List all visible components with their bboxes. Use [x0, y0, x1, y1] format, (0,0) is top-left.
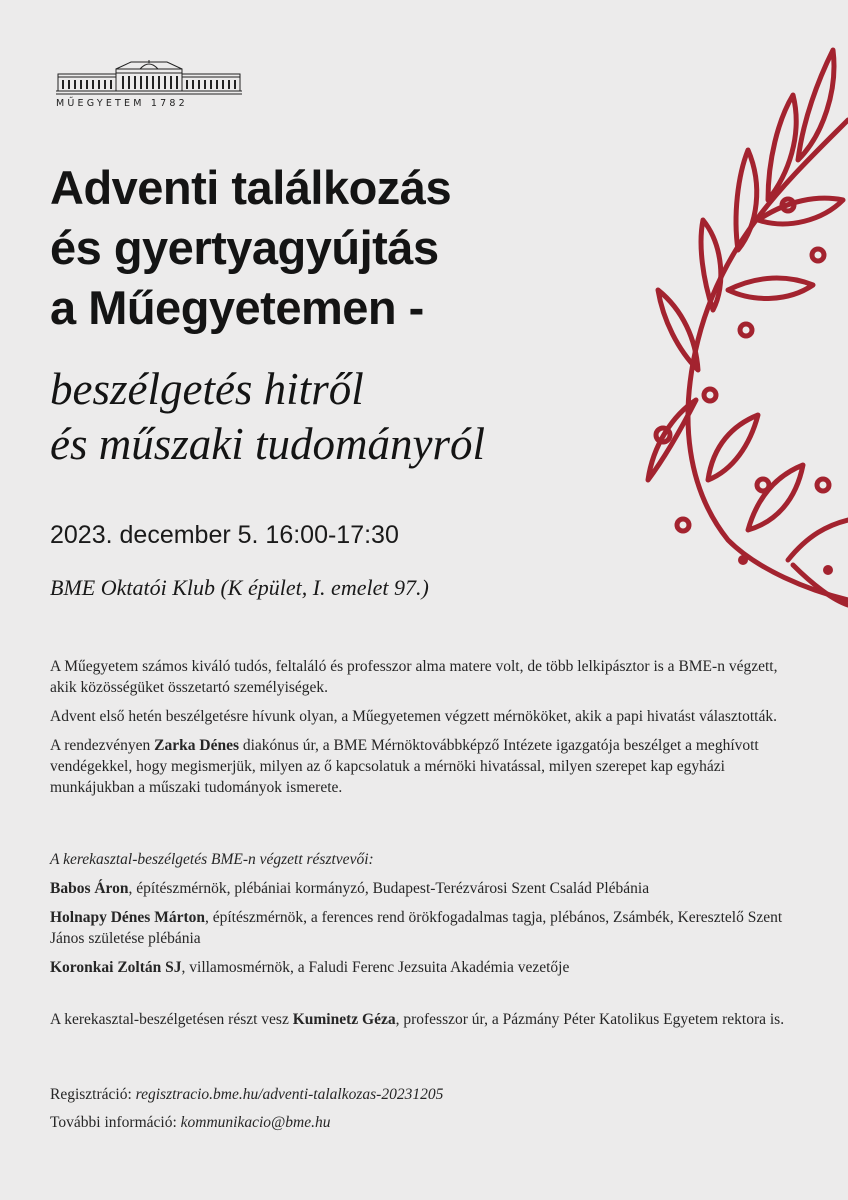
participant-name: Koronkai Zoltán SJ [50, 959, 182, 976]
title-line-2: és gyertyagyújtás [50, 221, 439, 274]
participant-name: Holnapy Dénes Márton [50, 909, 205, 926]
event-title [50, 158, 650, 338]
event-venue: BME Oktatói Klub (K épület, I. emelet 97.) [50, 575, 429, 600]
event-subtitle [50, 362, 670, 472]
info-email-link[interactable]: kommunikacio@bme.hu [180, 1114, 331, 1131]
olive-branch-illustration [638, 40, 848, 620]
contact-section [50, 1084, 790, 1142]
participants-section [50, 849, 790, 986]
participant-item: Babos Áron, építészmérnök, plébániai kormányzó, Budapest-Terézvárosi Szent Család Plébánia [50, 880, 650, 897]
participant-name: Babos Áron [50, 880, 129, 897]
participant-item: Koronkai Zoltán SJ, villamosmérnök, a Faludi Ferenc Jezsuita Akadémia vezetője [50, 959, 570, 976]
participant-item: Holnapy Dénes Márton, építészmérnök, a ferences rend örökfogadalmas tagja, plébános, Zsámbék, Keresztelő Szent János születése plébánia [50, 909, 783, 947]
registration-line: Regisztráció: regisztracio.bme.hu/adventi-talalkozas-20231205 [50, 1086, 444, 1103]
intro-paragraph-1: A Műegyetem számos kiváló tudós, feltaláló és professzor alma matere volt, de több lelkipásztor is a BME-n végzett, akik közösségüket összetartó személyiségek. [50, 658, 778, 696]
intro-paragraph-3: A rendezvényen Zarka Dénes diakónus úr, a BME Mérnöktovábbképző Intézete igazgatója beszélget a meghívott vendégekkel, hogy megismerjük, milyen az ő kapcsolatuk a mérnöki hivatással, milyen szerepet kap egyházi munkájukban a műszaki tudományok ismerete. [50, 737, 759, 796]
guest-section [50, 1009, 790, 1038]
logo-text: MŰEGYETEM 1782 [56, 98, 188, 109]
subtitle-line-2: és műszaki tudományról [50, 419, 485, 469]
guest-name: Kuminetz Géza [292, 1011, 396, 1028]
intro-paragraph-2: Advent első hetén beszélgetésre hívunk olyan, a Műegyetemen végzett mérnököket, akik a papi hivatást választották. [50, 708, 777, 725]
subtitle-line-1: beszélgetés hitről [50, 364, 364, 414]
participants-heading: A kerekasztal-beszélgetés BME-n végzett résztvevői: [50, 851, 374, 868]
intro-section [50, 656, 790, 806]
bme-logo [56, 60, 246, 109]
info-line: További információ: kommunikacio@bme.hu [50, 1114, 331, 1131]
title-line-1: Adventi találkozás [50, 161, 452, 214]
registration-link[interactable]: regisztracio.bme.hu/adventi-talalkozas-20231205 [135, 1086, 444, 1103]
guest-paragraph: A kerekasztal-beszélgetésen részt vesz Kuminetz Géza, professzor úr, a Pázmány Péter Katolikus Egyetem rektora is. [50, 1011, 785, 1028]
title-line-3: a Műegyetemen - [50, 281, 424, 334]
building-icon [56, 60, 242, 96]
host-name: Zarka Dénes [154, 737, 239, 754]
event-date: 2023. december 5. 16:00-17:30 [50, 521, 399, 549]
